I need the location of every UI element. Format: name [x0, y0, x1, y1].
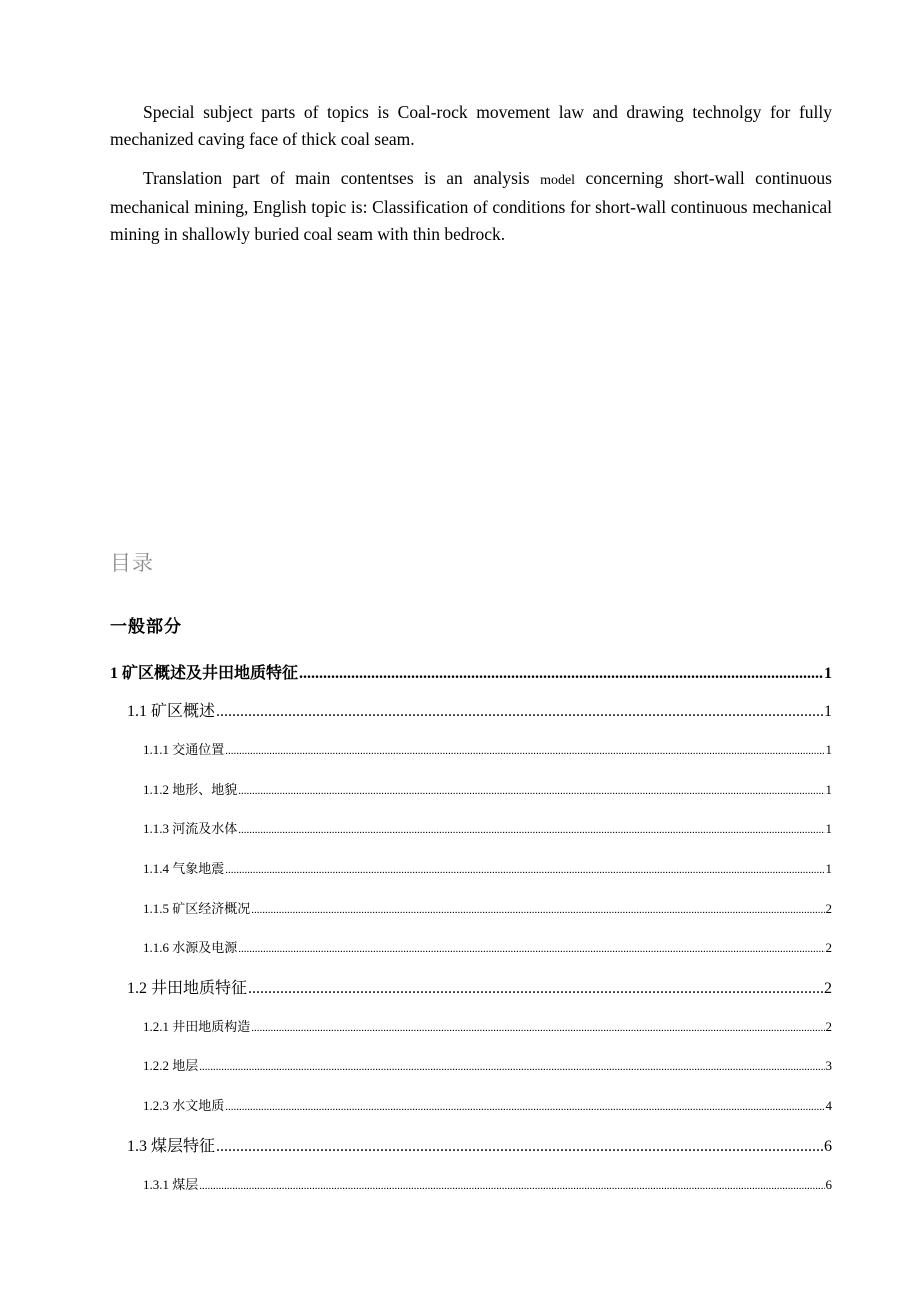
toc-page-number: 1	[825, 742, 832, 757]
toc-entry-1-1-3[interactable]	[143, 818, 832, 837]
toc-dot-leader	[238, 824, 824, 836]
toc-dot-leader	[251, 904, 824, 916]
toc-dot-leader	[299, 665, 823, 683]
toc-dot-leader	[251, 1022, 824, 1034]
intro-paragraph-1	[110, 99, 832, 153]
toc-entry-1-2-2[interactable]	[143, 1055, 832, 1074]
toc-dot-leader	[225, 864, 824, 876]
intro-paragraph-2-text-a: Translation part of main contentses is an analysis	[143, 168, 541, 188]
toc-page-number: 1	[824, 703, 832, 720]
toc-entry-label: 1.1.1 交通位置	[143, 742, 225, 757]
toc-section-heading: 一般部分	[110, 617, 182, 637]
toc-entry-1-1[interactable]	[127, 698, 832, 721]
toc-entry-label: 1 矿区概述及井田地质特征	[110, 665, 299, 682]
intro-paragraph-2-text-small: model	[540, 173, 576, 188]
toc-page-number: 6	[824, 1138, 832, 1155]
toc-entry-1-1-4[interactable]	[143, 858, 832, 877]
toc-entry-1-1-6[interactable]	[143, 937, 832, 956]
toc-entry-1-1-1[interactable]	[143, 739, 832, 758]
toc-page-number: 1	[825, 821, 832, 836]
toc-dot-leader	[248, 980, 823, 998]
toc-dot-leader	[216, 1138, 823, 1156]
toc-entry-label: 1.2.1 井田地质构造	[143, 1019, 251, 1034]
toc-page-number: 1	[825, 782, 832, 797]
toc-entry-1-2-3[interactable]	[143, 1095, 832, 1114]
toc-page-number: 6	[825, 1177, 832, 1192]
toc-entry-1-3-1[interactable]	[143, 1174, 832, 1193]
toc-entry-label: 1.1.6 水源及电源	[143, 940, 238, 955]
toc-entry-1-2-1[interactable]	[143, 1016, 832, 1035]
toc-dot-leader	[225, 1101, 824, 1113]
toc-entry-label: 1.1 矿区概述	[127, 703, 216, 720]
toc-page-number: 2	[825, 940, 832, 955]
toc-entry-1-1-2[interactable]	[143, 779, 832, 798]
toc-dot-leader	[225, 745, 824, 757]
intro-paragraph-1-text: Special subject parts of topics is Coal-rock movement law and drawing technolgy for fully mechanized caving face of thick coal seam.	[110, 102, 832, 149]
toc-dot-leader	[199, 1180, 824, 1192]
toc-entry-label: 1.1.3 河流及水体	[143, 821, 238, 836]
toc-dot-leader	[238, 785, 824, 797]
toc-page-number: 2	[824, 980, 832, 997]
toc-page-number: 4	[825, 1098, 832, 1113]
toc-entry-label: 1.2 井田地质特征	[127, 980, 248, 997]
toc-entry-label: 1.1.2 地形、地貌	[143, 782, 238, 797]
toc-entry-label: 1.2.3 水文地质	[143, 1098, 225, 1113]
toc-entry-label: 1.1.4 气象地震	[143, 861, 225, 876]
toc-page-number: 3	[825, 1058, 832, 1073]
toc-page-number: 2	[825, 1019, 832, 1034]
toc-entry-label: 1.2.2 地层	[143, 1058, 199, 1073]
toc-entry-1-3[interactable]	[127, 1133, 832, 1156]
toc-entry-1-2[interactable]	[127, 975, 832, 998]
toc-entry-label: 1.3.1 煤层	[143, 1177, 199, 1192]
toc-dot-leader	[199, 1061, 824, 1073]
toc-page-number: 1	[825, 861, 832, 876]
toc-entry-1[interactable]	[110, 660, 832, 683]
intro-paragraph-2	[110, 165, 832, 248]
toc-entry-1-1-5[interactable]	[143, 898, 832, 917]
toc-entry-label: 1.1.5 矿区经济概况	[143, 901, 251, 916]
toc-dot-leader	[216, 703, 823, 721]
toc-title: 目录	[110, 551, 154, 575]
toc-page-number: 1	[824, 665, 832, 682]
toc-page-number: 2	[825, 901, 832, 916]
toc-dot-leader	[238, 943, 824, 955]
intro-paragraph-2-text-b: concerning short-wall continuous mechanical mining, English topic is: Classification of conditions for short-wall continuous mechanical mining in shallowly buried coal seam with thin bedrock.	[110, 168, 832, 244]
toc-entry-label: 1.3 煤层特征	[127, 1138, 216, 1155]
